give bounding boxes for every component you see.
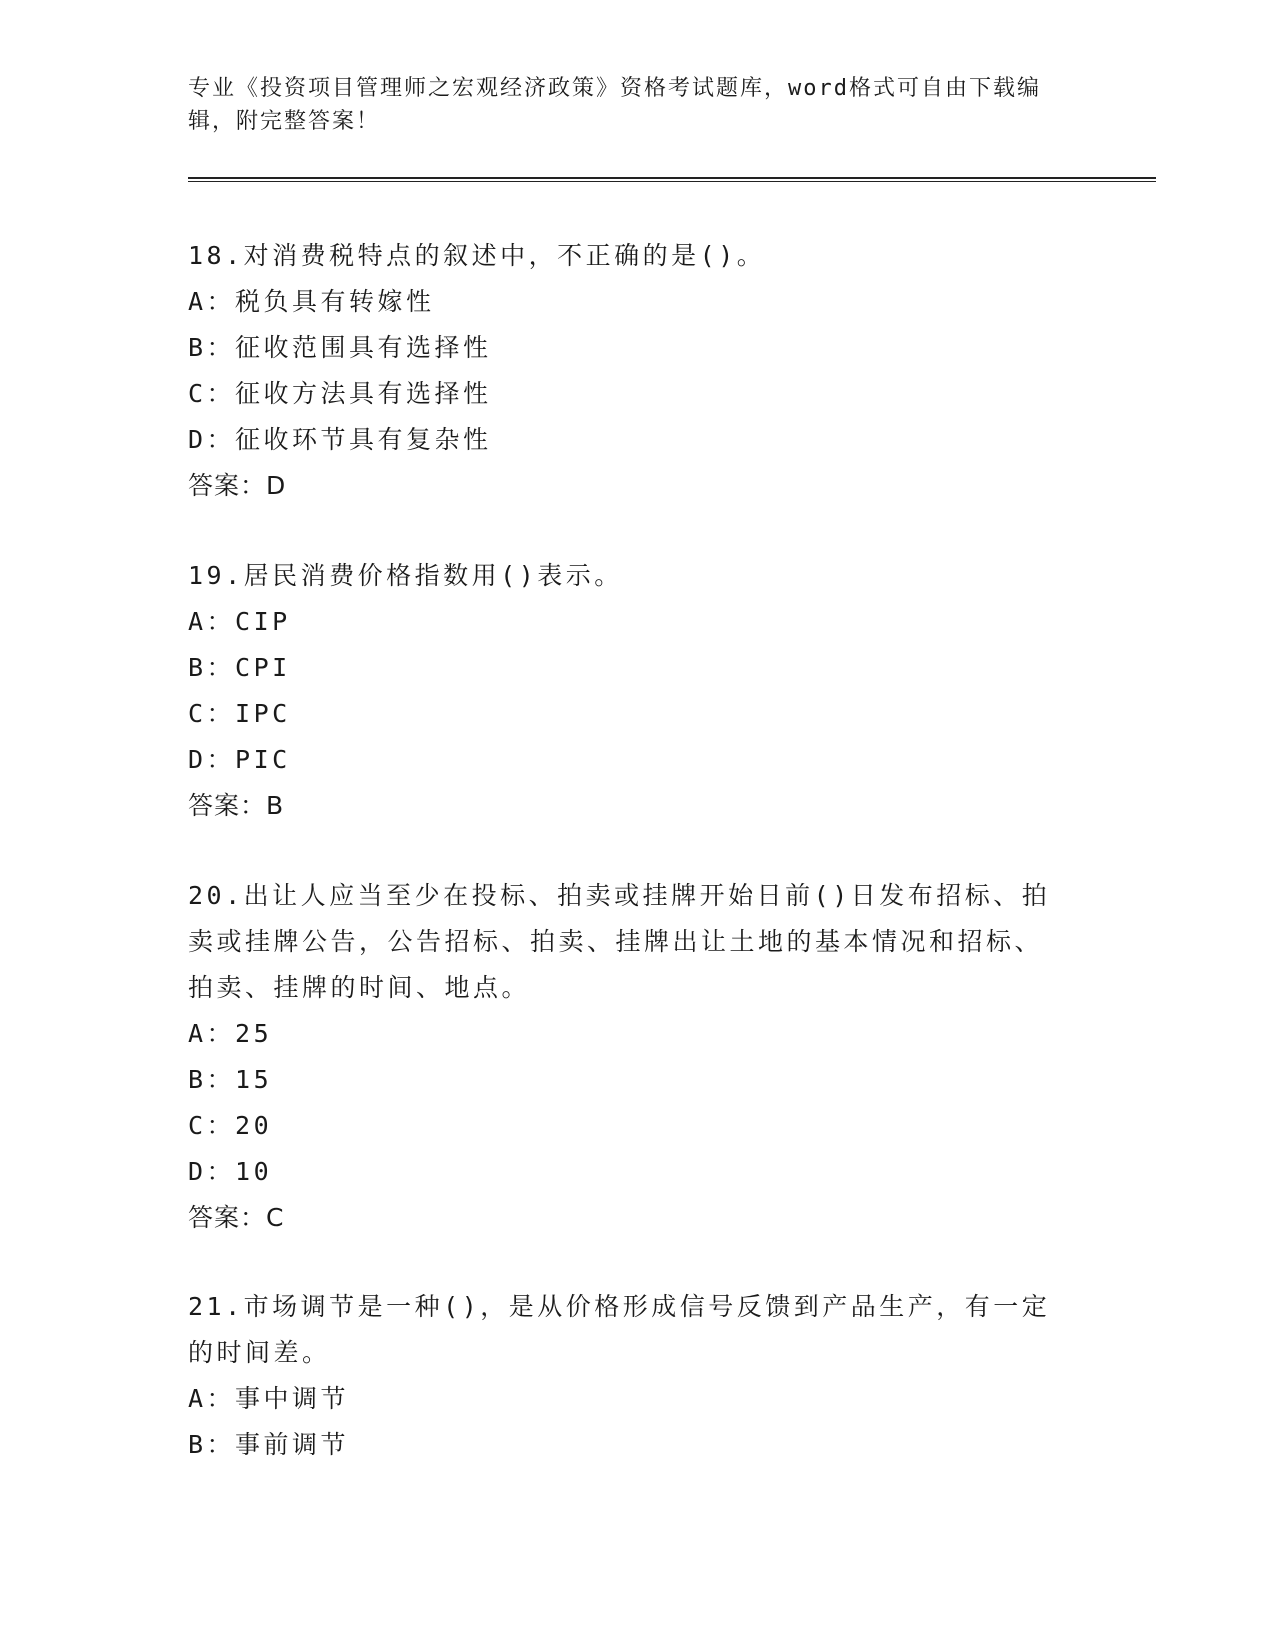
question-21 <box>188 1284 1068 1468</box>
option-b: B：征收范围具有选择性 <box>188 333 492 362</box>
option-b: B：事前调节 <box>188 1430 350 1459</box>
answer: 答案：C <box>188 1203 285 1232</box>
question-19 <box>188 553 1068 829</box>
document-header: 专业《投资项目管理师之宏观经济政策》资格考试题库，word格式可自由下载编辑，附完整答案！ <box>188 76 1041 134</box>
question-18 <box>188 233 1068 509</box>
option-d: D：10 <box>188 1157 273 1186</box>
option-c: C：IPC <box>188 699 291 728</box>
option-a: A：25 <box>188 1019 273 1048</box>
question-stem: 18.对消费税特点的叙述中，不正确的是()。 <box>188 241 766 270</box>
question-stem: 21.市场调节是一种()，是从价格形成信号反馈到产品生产，有一定的时间差。 <box>188 1292 1051 1367</box>
question-stem: 19.居民消费价格指数用()表示。 <box>188 561 623 590</box>
option-a: A：税负具有转嫁性 <box>188 287 435 316</box>
option-c: C：20 <box>188 1111 273 1140</box>
question-20 <box>188 873 1068 1241</box>
option-a: A：CIP <box>188 607 291 636</box>
option-c: C：征收方法具有选择性 <box>188 379 492 408</box>
option-a: A：事中调节 <box>188 1384 350 1413</box>
answer: 答案：D <box>188 471 287 500</box>
option-d: D：PIC <box>188 745 291 774</box>
option-d: D：征收环节具有复杂性 <box>188 425 492 454</box>
answer: 答案：B <box>188 791 285 820</box>
option-b: B：CPI <box>188 653 291 682</box>
header-divider <box>188 177 1156 182</box>
question-stem: 20.出让人应当至少在投标、拍卖或挂牌开始日前()日发布招标、拍卖或挂牌公告，公告招标、拍卖、挂牌出让土地的基本情况和招标、拍卖、挂牌的时间、地点。 <box>188 881 1051 1002</box>
option-b: B：15 <box>188 1065 273 1094</box>
